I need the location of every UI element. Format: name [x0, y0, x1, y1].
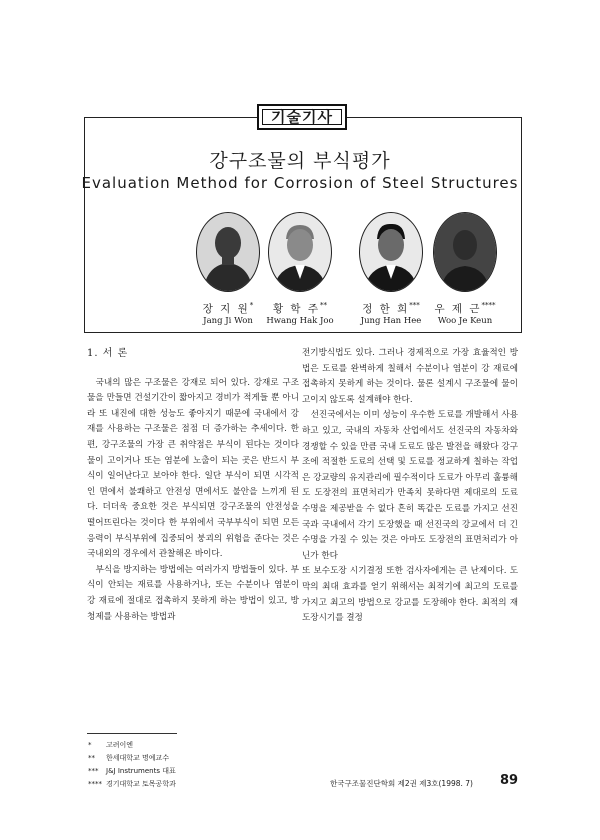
left-column [87, 346, 299, 625]
author-photo-3 [359, 212, 423, 292]
body-paragraph: 부식을 방지하는 방법에는 여러가지 방법들이 있다. 부식이 안되는 재료를 사용하거나, 또는 수분이나 염분이 강 재료에 절대로 접촉하지 못하게 하는 방법이 있고, 방청제를 사용하는 방법과 [87, 564, 299, 622]
body-paragraph: 국내의 많은 구조물은 강재로 되어 있다. 강재로 구조물을 만들면 건설기간이 짧아지고 경비가 적게들 뿐 아니라 또 내진에 대한 성능도 좋아지기 때문에 국내에서 강재를 사용하는 구조물은 점점 더 증가하는 추세이다. 한편, 강구조물의 가장 큰 취약점은 부식이 된다는 것이다 물이 고이거나 또는 염분에 노출이 되는 곳은 반드시 부식이 일어난다고 보아야 한다. 일단 부식이 되면 시각적인 면에서 불쾌하고 안전성 면에서도 불안을 느끼게 된다. 더더욱 중요한 것은 부식되면 강구조물의 안전성을 떨어뜨린다는 것이다 한 부위에서 국부부식이 되면 모든 응력이 부식부위에 집중되어 붕괴의 위험을 준다는 것은 국내외의 경우에서 관찰해온 바이다. [87, 377, 299, 560]
author-3-name-en: Jung Han Hee [360, 316, 422, 326]
author-3-mark: *** [409, 301, 420, 310]
footnote-1: * 고려이엔 [88, 741, 134, 749]
section-heading-introduction: 1. 서 론 [87, 348, 129, 359]
body-paragraph: 전기방식법도 있다. 그러나 경제적으로 가장 효율적인 방법은 도료를 완벽하게 칠해서 수분이나 염분이 강 재료에 접촉하지 못하게 하는 것이다. 물론 설계시 구조물에 물이 고이지 않도록 설계해야 한다. [302, 348, 518, 405]
author-2-name-en: Hwang Hak Joo [266, 316, 334, 326]
footnote-3: *** J&J Instruments 대표 [88, 767, 176, 775]
author-2-mark: ** [320, 301, 328, 310]
footnote-divider [87, 733, 177, 734]
author-1-name-ko: 장 지 원 [202, 303, 250, 315]
right-column [302, 346, 518, 627]
section-label: 기술기사 [257, 104, 347, 130]
footnotes [88, 739, 176, 791]
author-4-mark: **** [481, 301, 496, 310]
author-photo-2 [268, 212, 332, 292]
journal-citation: 한국구조물진단학회 제2권 제3호(1998. 7) [330, 779, 473, 788]
author-4 [420, 212, 510, 326]
author-4-name-ko: 우 제 근 [434, 303, 482, 315]
author-1-name-en: Jang Ji Won [203, 316, 253, 326]
author-photo-4 [433, 212, 497, 292]
author-3-name-ko: 정 한 희 [362, 303, 410, 315]
author-2 [255, 212, 345, 326]
article-title-korean: 강구조물의 부식평가 [209, 150, 391, 172]
body-paragraph: 선진국에서는 이미 성능이 우수한 도료를 개발해서 사용하고 있고, 국내의 자동차 산업에서도 선진국의 자동차와 경쟁할 수 있을 만큼 국내 도료도 많은 발전을 해왔다 강구조에 적절한 도료의 선택 및 도료를 정교하게 칠하는 작업은 강교량의 유지관리에 필수적이다 도료가 아무리 훌륭해도 도장전의 표면처리가 만족치 못하다면 제대로의 도료 수명을 제공받을 수 없다 흔히 똑같은 도료를 가지고 선진국과 국내에서 각기 도장했을 때 선진국의 강교에서 더 긴 수명을 가질 수 있는 것은 아마도 도장전의 표면처리가 아닌가 한다 [302, 410, 518, 561]
author-1-mark: * [249, 301, 254, 310]
author-photo-1 [196, 212, 260, 292]
footnote-2: ** 한세대학교 명예교수 [88, 754, 170, 762]
page-number: 89 [500, 773, 519, 788]
body-paragraph: 또 보수도장 시기결정 또한 검사자에게는 큰 난제이다. 도막의 최대 효과를 얻기 위해서는 최적기에 최고의 도료를 가지고 최고의 방법으로 강교를 도장해야 한다. 최적의 재도장시기를 결정 [302, 566, 518, 624]
author-2-name-ko: 황 학 주 [272, 303, 321, 315]
footnote-4: **** 경기대학교 토목공학과 [88, 780, 176, 788]
article-title-english: Evaluation Method for Corrosion of Steel Structures [81, 174, 519, 192]
author-4-name-en: Woo Je Keun [437, 316, 493, 326]
